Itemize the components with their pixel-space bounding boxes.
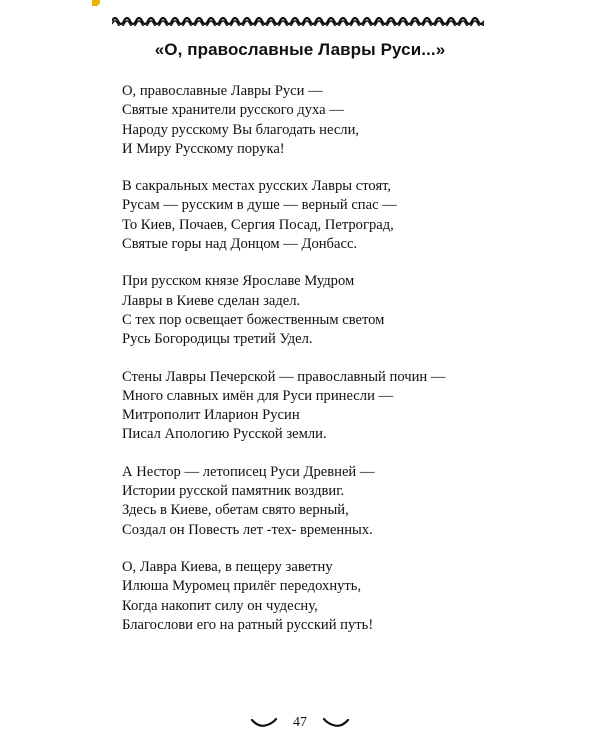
poem-line: О, Лавра Киева, в пещеру заветну [122,558,333,575]
wave-border-ornament-icon [112,14,484,26]
poem-line: Митрополит Иларион Русин [122,407,300,424]
stanza [122,558,502,635]
stanza [122,272,502,349]
poem-title: «О, православные Лавры Руси...» [154,40,446,59]
poem-line: Писал Апологию Русской земли. [122,426,327,443]
poem-line: Святые хранители русского духа — [122,102,344,119]
page-footer [0,714,600,738]
poem-line: Лавры в Киеве сделан задел. [122,292,301,309]
poem-line: Много славных имён для Руси принесли — [122,387,394,404]
poem-line: Стены Лавры Печерской — православный почин — [122,368,446,385]
poem-body [122,82,502,653]
poem-line: Святые горы над Донцом — Донбасс. [122,236,358,253]
poem-line: Народу русскому Вы благодать несли, [122,121,360,138]
stanza [122,82,502,159]
poem-line: Создал он Повесть лет -тех- временных. [122,521,373,538]
swash-ornament-right-icon [323,717,349,729]
poem-line: Когда накопит силу он чудесну, [122,597,318,614]
poem-line: Русам — русским в душе — верный спас — [122,197,397,214]
swash-ornament-left-icon [251,717,277,729]
poem-line: И Миру Русскому порука! [122,140,285,157]
poem-line: Илюша Муромец прилёг передохнуть, [122,578,362,595]
poem-line: Здесь в Киеве, обетам свято верный, [122,502,349,519]
poem-line: Русь Богородицы третий Удел. [122,331,313,348]
poem-line: О, православные Лавры Руси — [122,83,323,99]
stanza [122,368,502,445]
poem-line: С тех пор освещает божественным светом [122,311,385,328]
page-number: 47 [293,715,307,731]
poem-line: То Киев, Почаев, Сергия Посад, Петроград, [122,216,394,233]
corner-color-mark [92,0,100,6]
poem-line: При русском князе Ярославе Мудром [122,273,355,290]
poem-line: Истории русской памятник воздвиг. [122,483,345,500]
poem-line: Благослови его на ратный русский путь! [122,616,374,633]
stanza [122,177,502,254]
poem-line: В сакральных местах русских Лавры стоят, [122,178,392,195]
poem-line: А Нестор — летописец Руси Древней — [122,463,375,480]
stanza [122,463,502,540]
